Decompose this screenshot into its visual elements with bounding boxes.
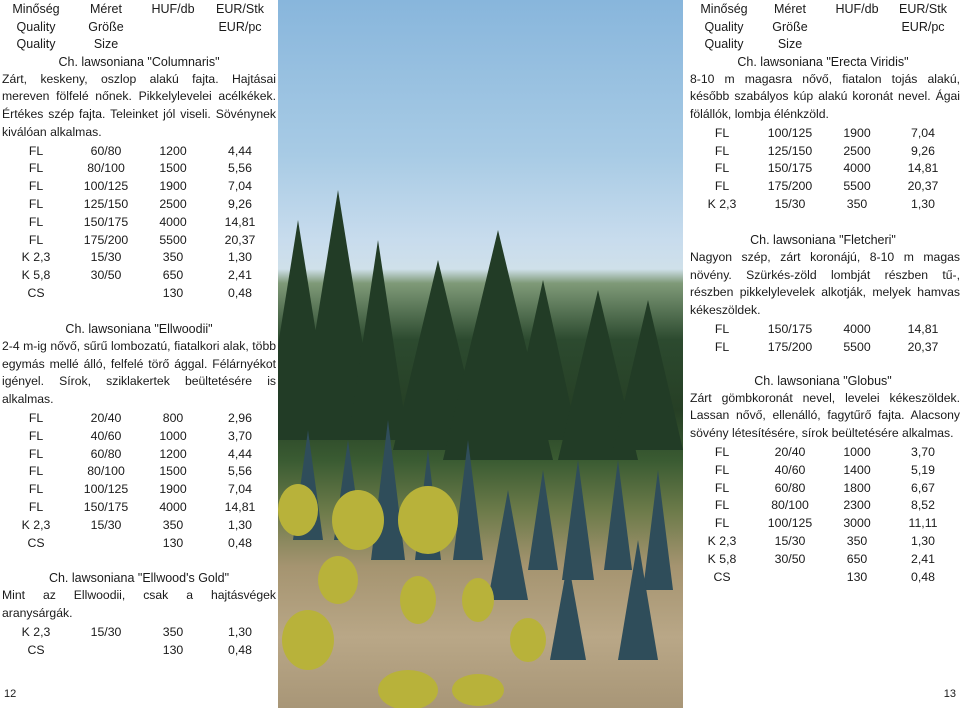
price-cell: 125/150	[83, 197, 129, 212]
price-cell: 350	[162, 517, 184, 532]
variety-section	[686, 53, 960, 213]
columnar-conifer	[488, 490, 528, 600]
price-row	[0, 195, 278, 213]
price-row	[0, 516, 278, 534]
price-row	[0, 177, 278, 195]
columnar-conifer	[604, 460, 632, 570]
price-cell: K 2,3	[21, 517, 51, 532]
price-cell: 14,81	[907, 322, 939, 337]
header-cell: HUF/db	[151, 2, 195, 16]
price-cell: FL	[714, 480, 730, 495]
price-cell: FL	[714, 143, 730, 158]
price-cell: K 2,3	[707, 534, 737, 549]
price-row	[0, 248, 278, 266]
variety-title: Ch. lawsoniana "Fletcheri"	[750, 232, 896, 247]
price-cell: 1000	[843, 445, 871, 460]
price-row	[686, 159, 960, 177]
price-cell: FL	[28, 446, 44, 461]
price-cell: FL	[28, 161, 44, 176]
price-row	[0, 462, 278, 480]
price-cell: 14,81	[224, 214, 256, 229]
variety-title: Ch. lawsoniana "Ellwood's Gold"	[48, 571, 230, 586]
price-cell: K 2,3	[21, 250, 51, 265]
price-cell: 6,67	[911, 480, 935, 495]
price-cell: 100/125	[767, 125, 813, 140]
price-row	[0, 266, 278, 284]
variety-section	[686, 372, 960, 586]
header-cell: Méret	[774, 2, 806, 16]
header-cell: Quality	[16, 19, 56, 34]
price-cell: 2,41	[228, 268, 252, 283]
price-cell: 1,30	[228, 625, 252, 640]
price-cell: 0,48	[228, 286, 252, 301]
nursery-illustration	[278, 0, 683, 708]
price-cell: 9,26	[228, 197, 252, 212]
price-cell: 5,19	[911, 462, 935, 477]
golden-conifer-bush	[282, 610, 334, 670]
price-cell: 2,41	[911, 551, 935, 566]
price-cell: 1500	[159, 161, 187, 176]
header-cell: EUR/Stk	[899, 2, 947, 16]
variety-title: Ch. lawsoniana "Globus"	[754, 373, 892, 388]
price-cell: 30/50	[90, 268, 122, 283]
columnar-conifer	[643, 470, 673, 590]
price-cell: 350	[846, 197, 868, 212]
price-cell: 1800	[843, 480, 871, 495]
price-cell: 9,26	[911, 143, 935, 158]
variety-description: Nagyon szép, zárt koronájú, 8-10 m magas növény. Szürkés-zöld lombját részben tű-, részben pikkelylevelek alkotják, melyek hamvas kékeszöldek.	[690, 249, 960, 318]
price-cell: 1900	[159, 179, 187, 194]
price-cell: K 2,3	[707, 197, 737, 212]
price-cell: FL	[28, 428, 44, 443]
price-cell: FL	[714, 179, 730, 194]
price-cell: 20,37	[224, 232, 256, 247]
header-cell: Size	[93, 37, 119, 51]
price-cell: FL	[28, 197, 44, 212]
price-cell: 130	[162, 642, 184, 657]
columnar-conifer	[562, 460, 594, 580]
price-cell: 350	[162, 625, 184, 640]
column-header-row	[686, 35, 960, 53]
price-cell: CS	[27, 286, 45, 301]
header-cell: Quality	[704, 19, 744, 34]
price-cell: 60/80	[774, 480, 806, 495]
price-cell: FL	[714, 125, 730, 140]
price-cell: 80/100	[771, 498, 809, 513]
price-cell: FL	[714, 498, 730, 513]
price-cell: 20,37	[907, 339, 939, 354]
price-cell: 650	[846, 551, 868, 566]
price-cell: 350	[162, 250, 184, 265]
price-cell: FL	[714, 445, 730, 460]
price-cell: FL	[28, 411, 44, 426]
price-row	[0, 480, 278, 498]
price-row	[686, 479, 960, 497]
price-cell: FL	[28, 214, 44, 229]
header-cell: EUR/pc	[218, 19, 262, 34]
price-cell: 350	[846, 534, 868, 549]
price-cell: 80/100	[87, 464, 125, 479]
price-cell: 40/60	[774, 462, 806, 477]
price-cell: 0,48	[228, 535, 252, 550]
price-cell: 175/200	[83, 232, 129, 247]
price-cell: 60/80	[90, 446, 122, 461]
price-cell: 15/30	[774, 197, 806, 212]
price-row	[686, 320, 960, 338]
price-cell: 15/30	[774, 534, 806, 549]
price-cell: 1200	[159, 446, 187, 461]
price-cell: 7,04	[228, 482, 252, 497]
price-cell: FL	[28, 143, 44, 158]
price-cell: FL	[28, 179, 44, 194]
price-cell: CS	[713, 569, 731, 584]
price-cell: FL	[714, 339, 730, 354]
variety-section	[686, 231, 960, 356]
price-cell: 4,44	[228, 446, 252, 461]
price-cell: 30/50	[774, 551, 806, 566]
price-cell: 130	[162, 535, 184, 550]
price-cell: 14,81	[224, 500, 256, 515]
price-row	[686, 496, 960, 514]
price-cell: 1200	[159, 143, 187, 158]
price-cell: 5,56	[228, 464, 252, 479]
variety-description: Zárt gömbkoronát nevel, levelei kékeszöldek. Lassan nővő, ellenálló, fagytűrő fajta. Alacsony sövény létesítésére, sírok beültetésére alkalmas.	[690, 390, 960, 441]
price-cell: 1,30	[911, 534, 935, 549]
price-cell: 15/30	[90, 625, 122, 640]
price-cell: 80/100	[87, 161, 125, 176]
price-cell: 150/175	[767, 161, 813, 176]
price-cell: 4000	[159, 214, 187, 229]
price-cell: 0,48	[228, 642, 252, 657]
price-row	[0, 641, 278, 659]
price-cell: FL	[28, 232, 44, 247]
price-cell: 3,70	[228, 428, 252, 443]
price-cell: FL	[28, 500, 44, 515]
price-cell: 130	[162, 286, 184, 301]
price-cell: 1900	[159, 482, 187, 497]
price-cell: 4000	[843, 322, 871, 337]
price-cell: 0,48	[911, 569, 935, 584]
price-cell: 125/150	[767, 143, 813, 158]
price-cell: 60/80	[90, 143, 122, 158]
column-header-row	[686, 18, 960, 36]
header-cell: Minőség	[12, 2, 60, 16]
page-number-left: 12	[4, 688, 17, 700]
price-cell: 2500	[843, 143, 871, 158]
variety-description: Zárt, keskeny, oszlop alakú fajta. Hajtásai mereven fölfelé nőnek. Pikkelylevelei acélkékek. Értékes szép fajta. Teleinket jól viseli. Sövénynek kiválóan alkalmas.	[2, 71, 276, 139]
header-cell: Size	[777, 37, 803, 51]
left-page-column	[0, 0, 278, 659]
header-cell: Méret	[90, 2, 122, 16]
price-row	[0, 427, 278, 445]
price-cell: FL	[714, 161, 730, 176]
price-row	[686, 568, 960, 586]
price-row	[0, 445, 278, 463]
price-cell: 4,44	[228, 143, 252, 158]
price-cell: 7,04	[911, 125, 935, 140]
header-cell: Größe	[772, 19, 808, 34]
price-row	[686, 514, 960, 532]
variety-section	[0, 320, 278, 552]
header-cell: HUF/db	[835, 2, 879, 16]
price-cell: 1500	[159, 464, 187, 479]
price-cell: 150/175	[83, 214, 129, 229]
price-row	[0, 159, 278, 177]
price-cell: 100/125	[767, 516, 813, 531]
price-cell: 650	[162, 268, 184, 283]
price-row	[0, 284, 278, 302]
golden-conifer-bush	[400, 576, 436, 624]
price-cell: 100/125	[83, 179, 129, 194]
price-cell: K 5,8	[707, 551, 737, 566]
golden-conifer-bush	[452, 674, 504, 706]
golden-conifer-bush	[278, 484, 318, 536]
price-cell: 1000	[159, 428, 187, 443]
price-cell: 3000	[843, 516, 871, 531]
tall-conifer	[613, 300, 683, 450]
variety-description: 2-4 m-ig nővő, sűrű lombozatú, fiatalkori alak, több egymás mellé álló, felfelé törő ággal. Félárnyékot igényel. Sírok, sziklakertek beültetésére is alkalmas.	[2, 338, 276, 407]
price-row	[0, 231, 278, 249]
price-row	[686, 443, 960, 461]
variety-title: Ch. lawsoniana "Erecta Viridis"	[737, 54, 909, 69]
price-row	[0, 409, 278, 427]
price-row	[686, 338, 960, 356]
price-cell: K 2,3	[21, 625, 51, 640]
price-cell: 40/60	[90, 428, 122, 443]
column-header-row	[0, 0, 278, 18]
variety-description: 8-10 m magasra nővő, fiatalon tojás alakú, később szabályos kúp alakú koronát nevel. Ágai fölállók, lombja élénkzöld.	[690, 71, 960, 122]
price-cell: 175/200	[767, 179, 813, 194]
price-cell: 20/40	[90, 411, 122, 426]
price-cell: 11,11	[908, 516, 938, 531]
price-row	[0, 213, 278, 231]
price-cell: 5,56	[228, 161, 252, 176]
price-cell: 100/125	[83, 482, 129, 497]
golden-conifer-bush	[462, 578, 494, 622]
variety-description: Mint az Ellwoodii, csak a hajtásvégek aranysárgák.	[2, 588, 276, 621]
column-header-row	[0, 35, 278, 53]
price-cell: FL	[28, 482, 44, 497]
price-cell: 175/200	[767, 339, 813, 354]
price-cell: 1,30	[911, 197, 935, 212]
price-cell: 20,37	[907, 179, 939, 194]
price-cell: 7,04	[228, 179, 252, 194]
price-row	[686, 461, 960, 479]
column-header-row	[0, 18, 278, 36]
price-cell: 2300	[843, 498, 871, 513]
price-cell: 4000	[159, 500, 187, 515]
price-cell: 2500	[159, 197, 187, 212]
golden-conifer-bush	[332, 490, 384, 550]
variety-section	[0, 53, 278, 302]
price-cell: 8,52	[911, 498, 935, 513]
price-cell: 20/40	[774, 445, 806, 460]
golden-conifer-bush	[318, 556, 358, 604]
price-cell: 2,96	[228, 411, 252, 426]
price-row	[686, 532, 960, 550]
conifer-nursery-photo	[278, 0, 683, 708]
variety-section	[0, 569, 278, 658]
golden-conifer-bush	[398, 486, 458, 554]
price-cell: FL	[714, 322, 730, 337]
golden-conifer-bush	[378, 670, 438, 708]
price-cell: 5500	[159, 232, 187, 247]
price-cell: FL	[714, 516, 730, 531]
price-cell: CS	[27, 535, 45, 550]
price-cell: FL	[714, 462, 730, 477]
price-cell: 130	[846, 569, 868, 584]
price-cell: 15/30	[90, 517, 122, 532]
price-cell: 15/30	[90, 250, 122, 265]
price-row	[686, 195, 960, 213]
price-cell: 800	[162, 411, 184, 426]
price-row	[686, 177, 960, 195]
price-row	[0, 623, 278, 641]
price-row	[0, 498, 278, 516]
price-cell: K 5,8	[21, 268, 51, 283]
price-row	[686, 142, 960, 160]
price-row	[0, 534, 278, 552]
price-cell: 150/175	[767, 322, 813, 337]
price-cell: 150/175	[83, 500, 129, 515]
price-cell: 5500	[843, 179, 871, 194]
page-number-right: 13	[943, 688, 956, 700]
header-cell: EUR/Stk	[216, 2, 264, 16]
price-cell: 1900	[843, 125, 871, 140]
header-cell: Minőség	[700, 2, 748, 16]
price-cell: 14,81	[907, 161, 939, 176]
price-cell: 1,30	[228, 250, 252, 265]
price-cell: 4000	[843, 161, 871, 176]
price-cell: 5500	[843, 339, 871, 354]
variety-title: Ch. lawsoniana "Ellwoodii"	[65, 321, 213, 336]
price-cell: 1,30	[228, 517, 252, 532]
column-header-row	[686, 0, 960, 18]
header-cell: Quality	[16, 37, 56, 51]
header-cell: Quality	[704, 37, 744, 51]
columnar-conifer	[528, 470, 558, 570]
price-row	[686, 550, 960, 568]
variety-title: Ch. lawsoniana "Columnaris"	[58, 54, 220, 69]
header-cell: EUR/pc	[901, 19, 945, 34]
golden-conifer-bush	[510, 618, 546, 662]
price-row	[686, 124, 960, 142]
price-row	[0, 142, 278, 160]
price-cell: FL	[28, 464, 44, 479]
header-cell: Größe	[88, 19, 124, 34]
price-cell: 1400	[843, 462, 871, 477]
right-page-column	[686, 0, 960, 585]
price-cell: 3,70	[911, 445, 935, 460]
price-cell: CS	[27, 642, 45, 657]
